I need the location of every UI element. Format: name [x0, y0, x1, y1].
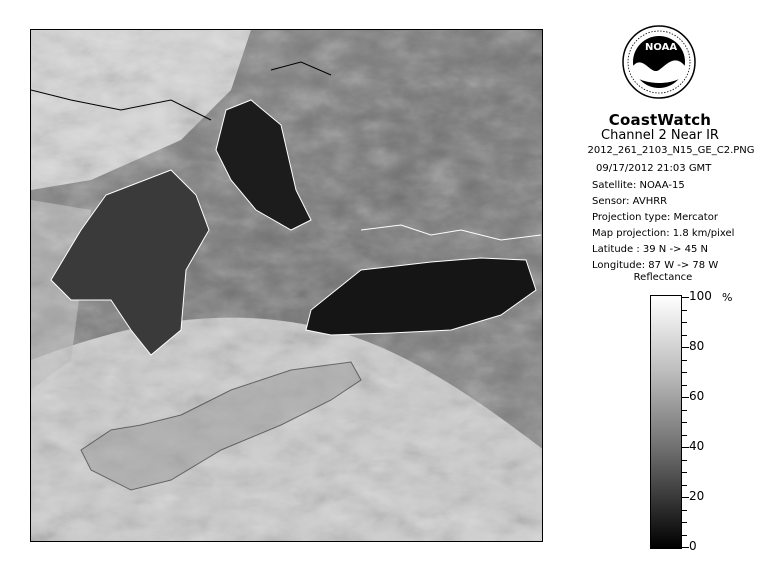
colorbar-tick: [682, 397, 689, 398]
satellite-image-canvas: [31, 30, 543, 542]
colorbar-tick: [682, 435, 687, 436]
colorbar-tick: [682, 310, 687, 311]
colorbar-tick: [682, 385, 687, 386]
latitude-info: Latitude : 39 N -> 45 N: [592, 244, 708, 255]
map-projection-info: Map projection: 1.8 km/pixel: [592, 228, 735, 239]
satellite-info: Satellite: NOAA-15: [592, 180, 685, 191]
colorbar-label: 20: [689, 489, 705, 503]
colorbar-unit: %: [722, 291, 733, 304]
noaa-logo: [621, 24, 697, 110]
colorbar-tick: [682, 322, 687, 323]
colorbar-tick: [682, 485, 687, 486]
date-time: 09/17/2012 21:03 GMT: [596, 163, 712, 174]
noaa-logo-text: NOAA: [645, 42, 678, 53]
colorbar-label: 80: [689, 339, 705, 353]
channel-subtitle: Channel 2 Near IR: [601, 128, 719, 143]
colorbar-tick: [682, 460, 687, 461]
colorbar-tick: [682, 522, 687, 523]
colorbar-title: Reflectance: [633, 272, 693, 283]
colorbar-tick: [682, 410, 687, 411]
colorbar-tick: [682, 297, 689, 298]
colorbar-label: 100: [689, 289, 712, 303]
colorbar-tick: [682, 447, 689, 448]
colorbar-tick: [682, 497, 689, 498]
colorbar-tick: [682, 372, 687, 373]
colorbar-label: 40: [689, 439, 705, 453]
product-title: CoastWatch: [608, 111, 712, 129]
longitude-info: Longitude: 87 W -> 78 W: [592, 260, 719, 271]
sensor-info: Sensor: AVHRR: [592, 196, 668, 207]
colorbar-tick: [682, 547, 689, 548]
colorbar-tick: [682, 360, 687, 361]
colorbar-tick: [682, 347, 689, 348]
satellite-image[interactable]: [30, 29, 543, 542]
colorbar-tick: [682, 535, 687, 536]
image-filename: 2012_261_2103_N15_GE_C2.PNG: [587, 145, 755, 156]
colorbar-tick: [682, 422, 687, 423]
colorbar-tick: [682, 472, 687, 473]
colorbar-label: 60: [689, 389, 705, 403]
colorbar-label: 0: [689, 539, 697, 553]
colorbar: [650, 295, 682, 549]
colorbar-tick: [682, 335, 687, 336]
colorbar-tick: [682, 510, 687, 511]
projection-type-info: Projection type: Mercator: [592, 212, 718, 223]
